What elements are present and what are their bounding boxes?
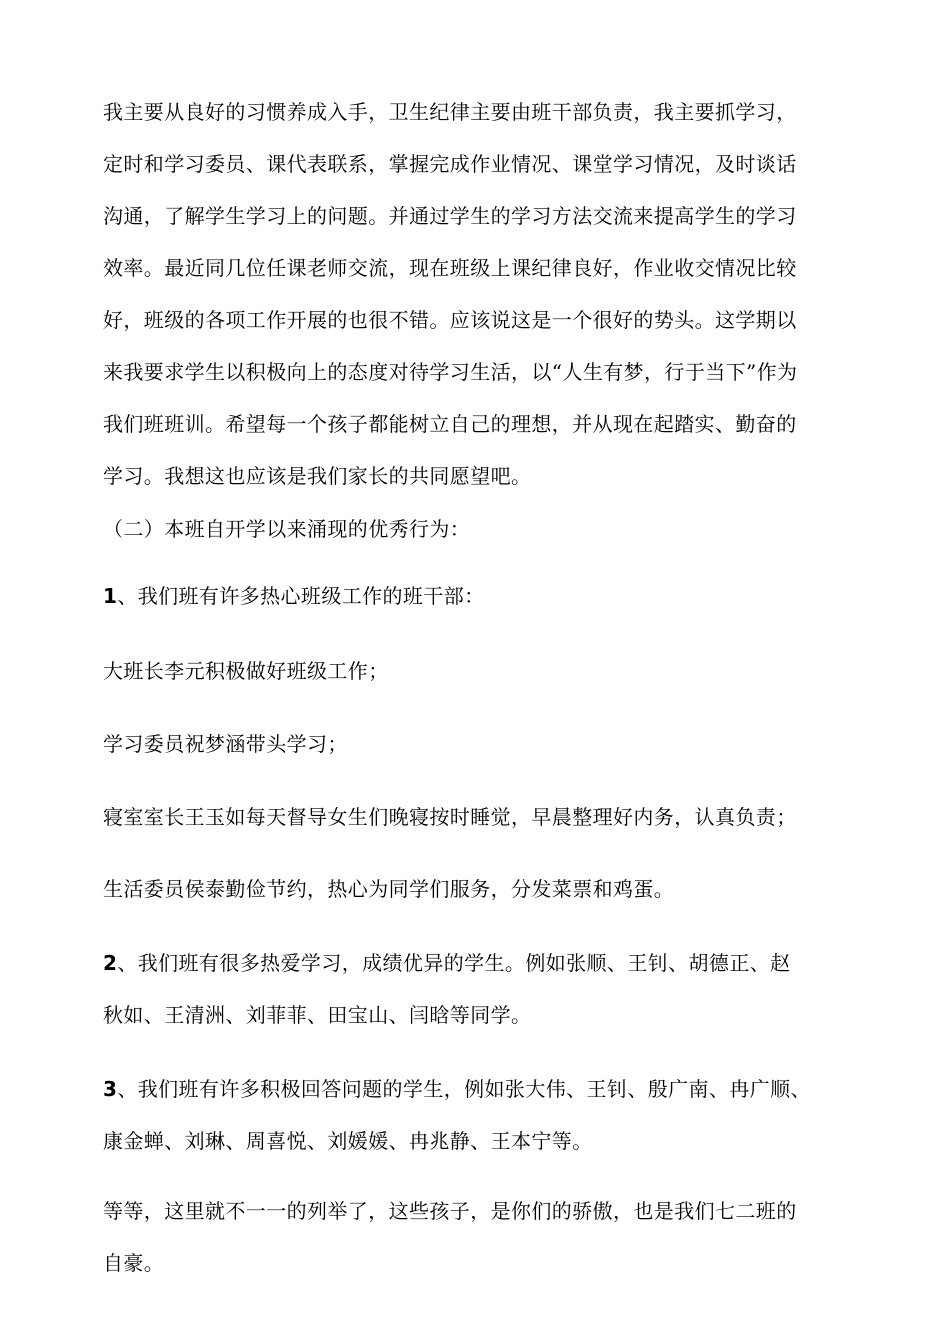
- intro-paragraph: [103, 86, 863, 502]
- text-line: 沟通，了解学生学习上的问题。并通过学生的学习方法交流来提高学生的学习: [103, 204, 797, 228]
- list-item-text: 、我们班有许多热心班级工作的班干部：: [117, 584, 485, 608]
- list-item-number: 2: [103, 951, 118, 975]
- closing-paragraph: [103, 1185, 863, 1289]
- text-line: 等等，这里就不一一的列举了，这些孩子，是你们的骄傲，也是我们七二班的: [103, 1199, 797, 1223]
- list-item-3: [103, 1063, 863, 1167]
- text-line: 我主要从良好的习惯养成入手，卫生纪律主要由班干部负责，我主要抓学习，: [103, 100, 797, 124]
- text-line: 生活委员侯泰勤俭节约，热心为同学们服务，分发菜票和鸡蛋。: [103, 877, 675, 901]
- text-line: 康金蝉、刘琳、周喜悦、刘媛媛、冉兆静、王本宁等。: [103, 1129, 593, 1153]
- list-item-3-line: [103, 1063, 863, 1115]
- dorm-leader-line: [103, 799, 863, 835]
- list-item-2: [103, 937, 863, 1041]
- text-line: 寝室室长王玉如每天督导女生们晚寝按时睡觉，早晨整理好内务，认真负责；: [103, 805, 797, 829]
- class-leader-line: [103, 653, 863, 689]
- list-item-1: [103, 578, 863, 614]
- text-line: 好，班级的各项工作开展的也很不错。应该说这是一个很好的势头。这学期以: [103, 308, 797, 332]
- text-line: 定时和学习委员、课代表联系，掌握完成作业情况、课堂学习情况，及时谈话: [103, 152, 797, 176]
- life-committee-line: [103, 871, 863, 907]
- list-item-1-line: [103, 578, 863, 614]
- text-line: 学习委员祝梦涵带头学习；: [103, 732, 348, 756]
- section-heading: [103, 511, 863, 547]
- section-heading-text: （二）本班自开学以来涌现的优秀行为：: [103, 517, 471, 541]
- text-line: 效率。最近同几位任课老师交流，现在班级上课纪律良好，作业收交情况比较: [103, 256, 797, 280]
- list-item-text: 、我们班有许多积极回答问题的学生，例如张大伟、王钊、殷广南、冉广顺、: [117, 1077, 811, 1101]
- text-line: 大班长李元积极做好班级工作；: [103, 659, 389, 683]
- text-line: 我们班班训。希望每一个孩子都能树立自己的理想，并从现在起踏实、勤奋的: [103, 412, 797, 436]
- text-line: 学习。我想这也应该是我们家长的共同愿望吧。: [103, 464, 532, 488]
- list-item-number: 3: [103, 1077, 118, 1101]
- list-item-2-line: [103, 937, 863, 989]
- text-line: 秋如、王清洲、刘菲菲、田宝山、闫晗等同学。: [103, 1003, 532, 1027]
- text-line: 自豪。: [103, 1251, 165, 1275]
- list-item-number: 1: [103, 584, 118, 608]
- list-item-text: 、我们班有很多热爱学习，成绩优异的学生。例如张顺、王钊、胡德正、赵: [117, 951, 791, 975]
- text-line: 来我要求学生以积极向上的态度对待学习生活，以“人生有梦，行于当下”作为: [103, 360, 798, 384]
- study-committee-line: [103, 726, 863, 762]
